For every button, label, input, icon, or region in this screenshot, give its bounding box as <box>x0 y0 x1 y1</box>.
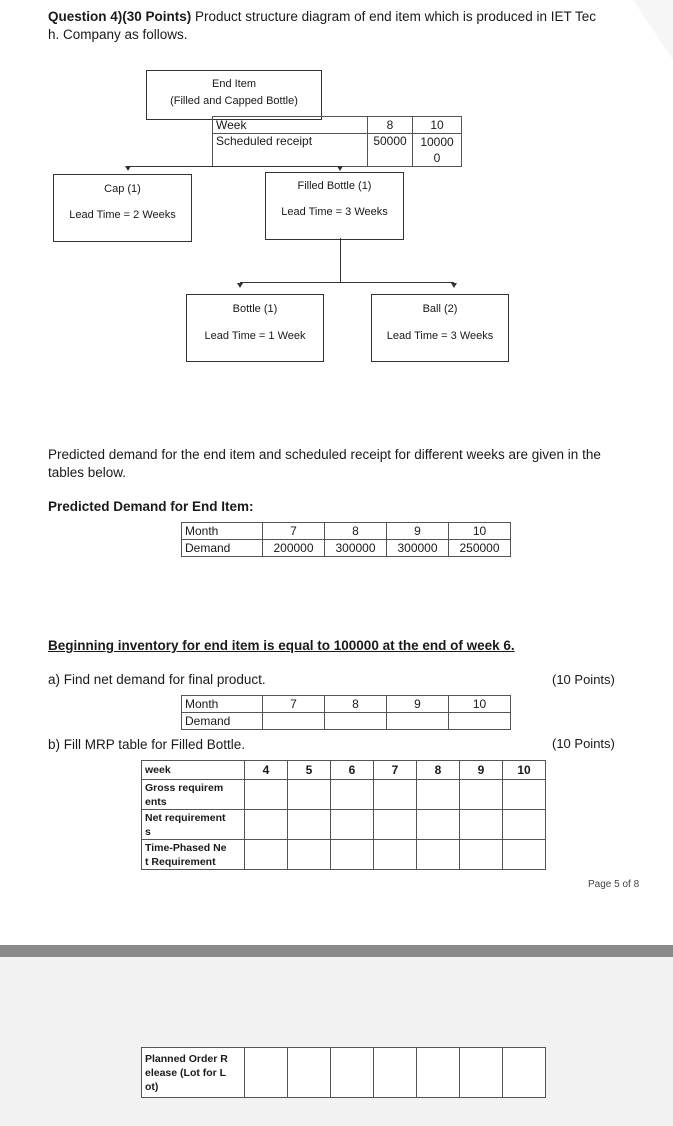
mrp-net-l2: s <box>145 825 151 838</box>
planned-order-l2: elease (Lot for L <box>145 1066 227 1079</box>
question-title <box>48 8 648 44</box>
connector-horizontal-bottom <box>240 282 454 283</box>
mrp-net-l1: Net requirement <box>145 811 226 824</box>
net-demand-cell <box>449 713 511 730</box>
planned-order-cell <box>417 1048 460 1098</box>
planned-order-row <box>142 1048 546 1098</box>
ball-lead-time: Lead Time = 3 Weeks <box>386 330 494 342</box>
net-month-9: 9 <box>387 696 449 713</box>
demand-7: 200000 <box>263 540 325 557</box>
part-a-text: a) Find net demand for final product. <box>48 672 266 687</box>
mrp-cell <box>417 780 460 810</box>
mrp-week-7: 7 <box>374 761 417 780</box>
part-b-text: b) Fill MRP table for Filled Bottle. <box>48 737 246 752</box>
mrp-cell <box>331 810 374 840</box>
planned-order-table <box>141 1047 546 1098</box>
mrp-cell <box>331 780 374 810</box>
net-demand-label: Demand <box>182 713 263 730</box>
arrow-to-filled-bottle <box>337 166 343 171</box>
receipt-label: Scheduled receipt <box>213 134 368 167</box>
question-text: Product structure diagram of end item which is produced in IET Tec <box>191 9 596 24</box>
month-9: 9 <box>387 523 449 540</box>
receipt-value-8: 50000 <box>368 134 413 167</box>
mrp-cell <box>245 840 288 870</box>
demand-heading: Predicted Demand for End Item: <box>48 499 254 514</box>
ball-node <box>371 294 509 362</box>
mrp-cell <box>503 810 546 840</box>
demand-label: Demand <box>182 540 263 557</box>
net-demand-table <box>181 695 511 730</box>
receipt-value-10-main: 10000 <box>420 135 454 149</box>
receipt-value-10-wrap: 0 <box>433 151 441 165</box>
planned-order-cell <box>503 1048 546 1098</box>
net-month-8: 8 <box>325 696 387 713</box>
arrow-to-cap <box>125 166 131 171</box>
planned-order-cell <box>288 1048 331 1098</box>
mrp-cell <box>374 780 417 810</box>
question-text-line2: h. Company as follows. <box>48 27 188 42</box>
mrp-gross-l1: Gross requirem <box>145 781 224 794</box>
bottle-node <box>186 294 324 362</box>
net-month-label: Month <box>182 696 263 713</box>
receipt-value-10 <box>413 134 462 167</box>
mrp-cell <box>374 810 417 840</box>
bottle-lead-time: Lead Time = 1 Week <box>204 330 306 342</box>
receipt-week-10: 10 <box>413 117 462 134</box>
mrp-cell <box>503 780 546 810</box>
demand-9: 300000 <box>387 540 449 557</box>
page-number: Page 5 of 8 <box>588 879 640 890</box>
mrp-cell <box>288 780 331 810</box>
scheduled-receipt-table <box>212 116 462 167</box>
mrp-week-row <box>142 761 546 780</box>
mrp-cell <box>460 840 503 870</box>
month-label: Month <box>182 523 263 540</box>
end-item-node <box>146 70 322 120</box>
intro-paragraph <box>48 446 658 482</box>
mrp-gross-label <box>142 780 245 810</box>
net-demand-cell <box>325 713 387 730</box>
mrp-time-phased-label <box>142 840 245 870</box>
intro-line1: Predicted demand for the end item and scheduled receipt for different weeks are given in the <box>48 447 601 462</box>
end-item-description: (Filled and Capped Bottle) <box>170 95 298 107</box>
net-demand-cell <box>387 713 449 730</box>
month-7: 7 <box>263 523 325 540</box>
mrp-week-5: 5 <box>288 761 331 780</box>
arrow-to-ball <box>451 283 457 288</box>
planned-order-cell <box>374 1048 417 1098</box>
connector-vertical-mid <box>340 238 341 282</box>
mrp-cell <box>374 840 417 870</box>
mrp-cell <box>331 840 374 870</box>
planned-order-cell <box>460 1048 503 1098</box>
mrp-cell <box>288 840 331 870</box>
mrp-net-row <box>142 810 546 840</box>
mrp-week-4: 4 <box>245 761 288 780</box>
filled-bottle-lead-time: Lead Time = 3 Weeks <box>281 206 388 218</box>
mrp-time-phased-row <box>142 840 546 870</box>
demand-8: 300000 <box>325 540 387 557</box>
planned-order-l3: ot) <box>145 1080 159 1093</box>
end-item-label: End Item <box>211 78 257 90</box>
demand-10: 250000 <box>449 540 511 557</box>
planned-order-l1: Planned Order R <box>145 1052 228 1065</box>
part-a-points: (10 Points) <box>552 672 615 687</box>
page-break-band <box>0 945 673 957</box>
net-month-10: 10 <box>449 696 511 713</box>
mrp-cell <box>417 840 460 870</box>
mrp-cell <box>245 780 288 810</box>
mrp-week-6: 6 <box>331 761 374 780</box>
mrp-cell <box>417 810 460 840</box>
part-b-points: (10 Points) <box>552 736 615 751</box>
net-demand-cell <box>263 713 325 730</box>
demand-month-row <box>182 523 511 540</box>
predicted-demand-table <box>181 522 511 557</box>
mrp-time-phased-l1: Time-Phased Ne <box>145 841 227 854</box>
mrp-week-9: 9 <box>460 761 503 780</box>
mrp-gross-row <box>142 780 546 810</box>
net-month-row <box>182 696 511 713</box>
cap-lead-time: Lead Time = 2 Weeks <box>69 209 176 221</box>
mrp-week-label: week <box>142 761 245 780</box>
mrp-cell <box>288 810 331 840</box>
mrp-cell <box>460 780 503 810</box>
demand-value-row <box>182 540 511 557</box>
cap-node <box>53 174 192 242</box>
receipt-week-row <box>213 117 462 134</box>
question-number: Question 4)(30 Points) <box>48 9 192 24</box>
month-8: 8 <box>325 523 387 540</box>
receipt-week-label: Week <box>213 117 368 134</box>
mrp-week-10: 10 <box>503 761 546 780</box>
mrp-cell <box>503 840 546 870</box>
mrp-cell <box>245 810 288 840</box>
net-demand-row <box>182 713 511 730</box>
bottle-name: Bottle (1) <box>232 303 278 315</box>
month-10: 10 <box>449 523 511 540</box>
next-page-background <box>0 957 673 1126</box>
ball-name: Ball (2) <box>422 303 458 315</box>
mrp-net-label <box>142 810 245 840</box>
mrp-gross-l2: ents <box>145 795 167 808</box>
mrp-cell <box>460 810 503 840</box>
inventory-note: Beginning inventory for end item is equal to 100000 at the end of week 6. <box>48 638 515 653</box>
filled-bottle-name: Filled Bottle (1) <box>297 180 372 192</box>
receipt-week-8: 8 <box>368 117 413 134</box>
connector-horizontal-top <box>128 166 341 167</box>
arrow-to-bottle <box>237 283 243 288</box>
mrp-table <box>141 760 546 870</box>
planned-order-cell <box>331 1048 374 1098</box>
planned-order-label <box>142 1048 245 1098</box>
cap-name: Cap (1) <box>104 183 141 195</box>
mrp-time-phased-l2: t Requirement <box>145 855 216 868</box>
mrp-week-8: 8 <box>417 761 460 780</box>
planned-order-cell <box>245 1048 288 1098</box>
net-month-7: 7 <box>263 696 325 713</box>
intro-line2: tables below. <box>48 465 127 480</box>
receipt-value-row <box>213 134 462 167</box>
filled-bottle-node <box>265 172 404 240</box>
